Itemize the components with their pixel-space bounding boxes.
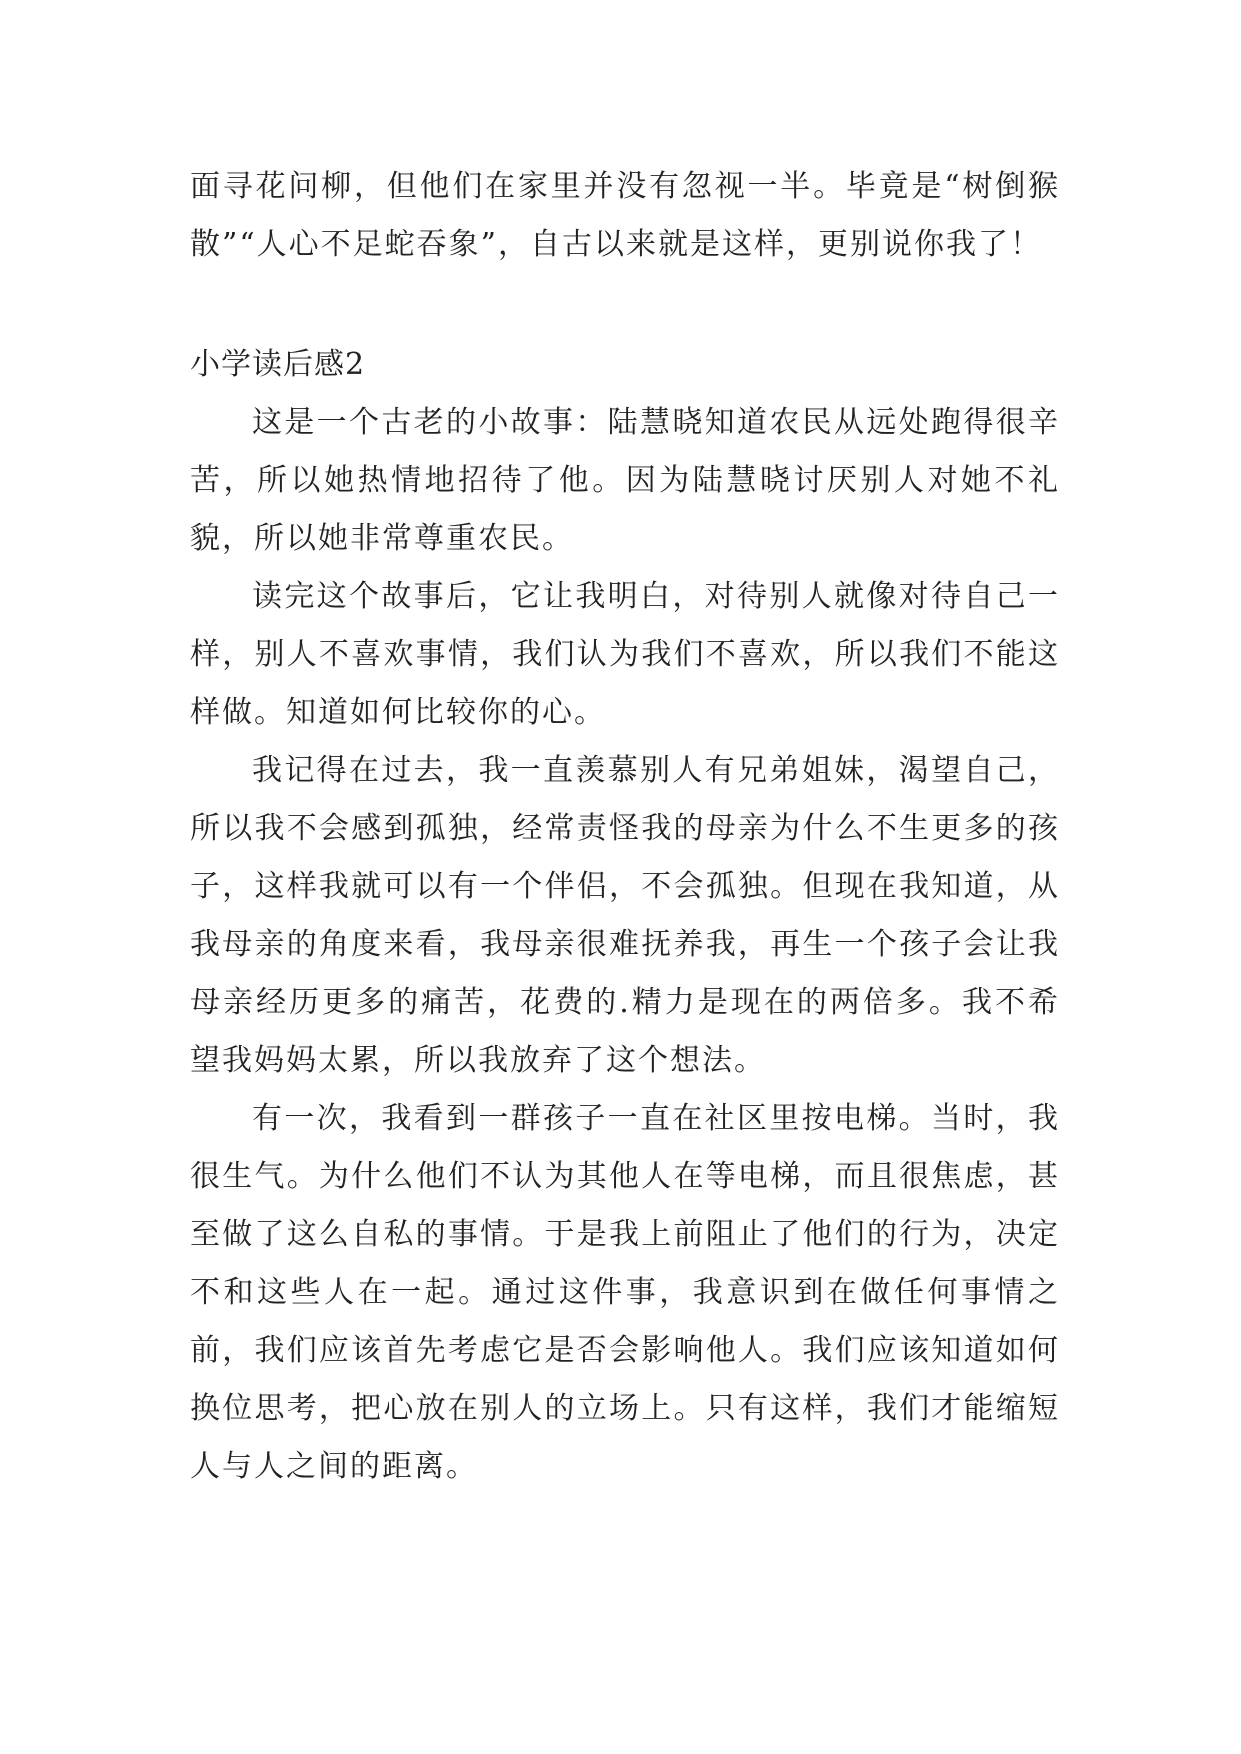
document-body bbox=[190, 158, 1060, 1496]
section-title: 小学读后感2 bbox=[190, 347, 366, 382]
continued-paragraph: 面寻花问柳，但他们在家里并没有忽视一半。毕竟是“树倒猴散”“人心不足蛇吞象”，自古以来就是这样，更别说你我了！ bbox=[190, 169, 1060, 262]
paragraph-1: 这是一个古老的小故事：陆慧晓知道农民从远处跑得很辛苦，所以她热情地招待了他。因为陆慧晓讨厌别人对她不礼貌，所以她非常尊重农民。 bbox=[190, 405, 1060, 556]
paragraph-2: 读完这个故事后，它让我明白，对待别人就像对待自己一样，别人不喜欢事情，我们认为我们不喜欢，所以我们不能这样做。知道如何比较你的心。 bbox=[190, 579, 1060, 730]
paragraph-3: 我记得在过去，我一直羡慕别人有兄弟姐妹，渴望自己，所以我不会感到孤独，经常责怪我的母亲为什么不生更多的孩子，这样我就可以有一个伴侣，不会孤独。但现在我知道，从我母亲的角度来看，我母亲很难抚养我，再生一个孩子会让我母亲经历更多的痛苦，花费的.精力是现在的两倍多。我不希望我妈妈太累，所以我放弃了这个想法。 bbox=[190, 753, 1060, 1078]
paragraph-4: 有一次，我看到一群孩子一直在社区里按电梯。当时，我很生气。为什么他们不认为其他人在等电梯，而且很焦虑，甚至做了这么自私的事情。于是我上前阻止了他们的行为，决定不和这些人在一起。通过这件事，我意识到在做任何事情之前，我们应该首先考虑它是否会影响他人。我们应该知道如何换位思考，把心放在别人的立场上。只有这样，我们才能缩短人与人之间的距离。 bbox=[190, 1101, 1060, 1484]
